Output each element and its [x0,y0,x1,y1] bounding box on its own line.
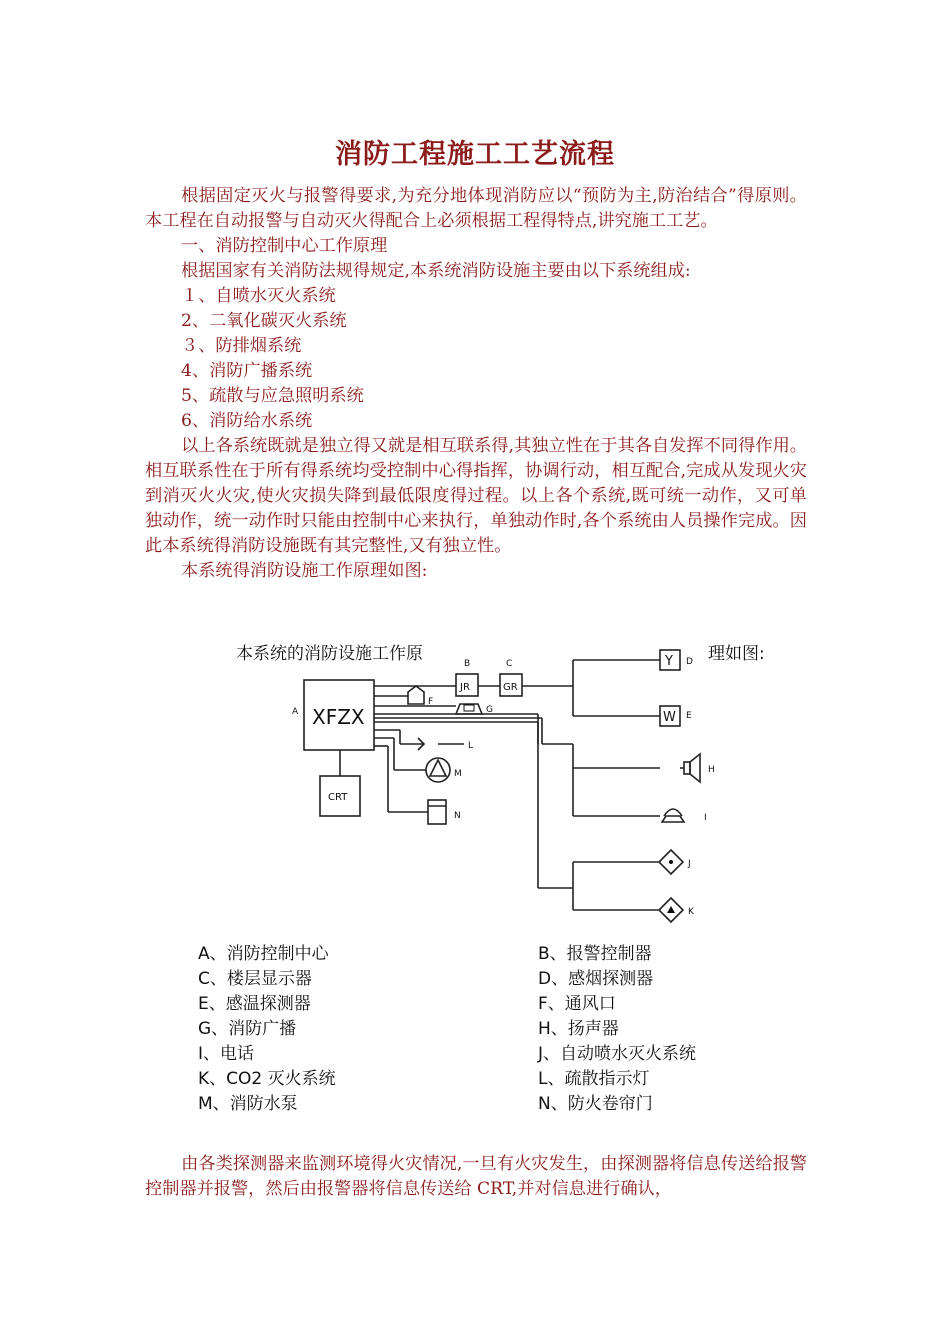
diagram-legend [198,942,758,1117]
relation-paragraph: 以上各系统既就是独立得又就是相互联系得,其独立性在于其各自发挥不同得作用。相互联系性在于所有得系统均受控制中心得指挥，协调行动，相互配合,完成从发现火灾到消灭火火灾,使火灾损失降到最低限度得过程。以上各个系统,既可统一动作，又可单独动作，统一动作时只能由控制中心来执行，单独动作时,各个系统由人员操作完成。因此本系统得消防设施既有其完整性,又有独立性。 [145,436,807,556]
body-section [145,184,807,584]
page-title: 消防工程施工工艺流程 [335,139,615,170]
system-item: 6、消防给水系统 [181,411,313,431]
legend-item: A、消防控制中心 [198,944,329,964]
jr-label: JR [460,682,470,693]
diagram-heading: 本系统的消防设施工作原 [236,644,423,664]
legend-row [198,1017,758,1042]
legend-row [198,942,758,967]
diagram-intro: 本系统得消防设施工作原理如图: [181,561,428,581]
section-heading: 一、消防控制中心工作原理 [181,236,388,256]
system-item: 5、疏散与应急照明系统 [181,386,364,406]
diagram-heading-right: 理如图: [708,644,765,664]
vent-symbol [408,686,424,704]
letter-d: D [686,657,693,667]
bottom-section [145,1152,807,1202]
legend-item: K、CO2 灭火系统 [198,1069,336,1089]
legend-item: D、感烟探测器 [538,969,654,989]
system-item: ３、防排烟系统 [181,336,302,356]
crt-label: CRT [328,792,348,803]
legend-item: C、楼层显示器 [198,969,312,989]
system-item: 4、消防广播系统 [181,361,313,381]
fire-system-diagram [228,636,788,926]
letter-f: F [428,697,434,707]
shutter-icon [428,800,446,824]
legend-row [198,1042,758,1067]
letter-k: K [688,907,694,917]
speaker-icon [684,762,690,774]
letter-b: B [464,659,471,669]
legend-item: G、消防广播 [198,1019,297,1039]
legend-item: I、电话 [198,1044,255,1064]
letter-m: M [454,769,462,779]
legend-item: F、通风口 [538,994,616,1014]
w-label: W [663,710,676,725]
section-intro: 根据国家有关消防法规得规定,本系统消防设施主要由以下系统组成: [181,261,691,281]
letter-l: L [468,741,474,751]
letter-i: I [704,813,707,823]
legend-row [198,992,758,1017]
system-item: １、自喷水灭火系统 [181,286,336,306]
y-label: Y [665,654,673,669]
legend-item: N、防火卷帘门 [538,1094,653,1114]
gr-label: GR [503,682,518,693]
intro-paragraph: 根据固定灭火与报警得要求,为充分地体现消防应以“预防为主,防治结合”得原则。本工程在自动报警与自动灭火得配合上必须根据工程得特点,讲究施工工艺。 [145,186,807,231]
legend-item: E、感温探测器 [198,994,311,1014]
letter-a: A [292,707,299,717]
legend-row [198,1092,758,1117]
legend-row [198,967,758,992]
letter-h: H [708,765,715,775]
system-item: 2、二氧化碳灭火系统 [181,311,347,331]
legend-item: H、扬声器 [538,1019,619,1039]
legend-item: M、消防水泵 [198,1094,298,1114]
bottom-paragraph: 由各类探测器来监测环境得火灾情况,一旦有火灾发生，由探测器将信息传送给报警控制器并报警，然后由报警器将信息传送给 CRT,并对信息进行确认， [145,1154,807,1199]
xfzx-label: XFZX [312,705,365,729]
legend-row [198,1067,758,1092]
legend-item: B、报警控制器 [538,944,652,964]
letter-c: C [506,659,513,669]
letter-g: G [486,705,493,715]
legend-item: L、疏散指示灯 [538,1069,650,1089]
legend-item: J、自动喷水灭火系统 [538,1044,697,1064]
letter-n: N [454,811,461,821]
letter-e: E [686,711,692,721]
letter-j: J [688,859,691,869]
telephone-icon [662,816,684,822]
